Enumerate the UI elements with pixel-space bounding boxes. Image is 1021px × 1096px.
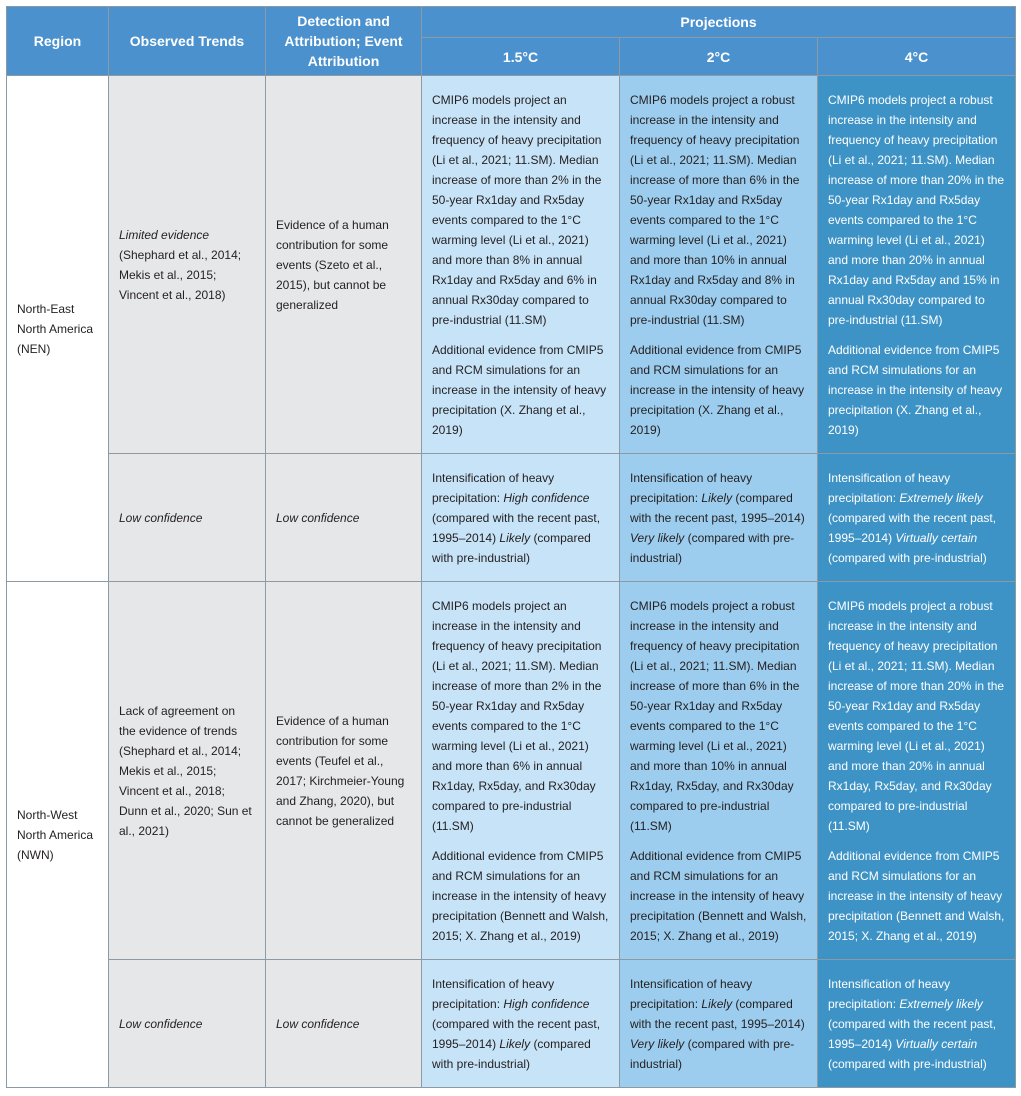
confidence-qualifier: (compared with the recent past, 1995–2014) <box>630 490 805 525</box>
header-projections: Projections <box>422 7 1016 38</box>
confidence-nen-2c <box>620 454 818 582</box>
confidence-qualifier: (compared with pre-industrial) <box>432 1036 591 1071</box>
projection-nen-2c <box>620 76 818 454</box>
confidence-term: Likely <box>701 996 733 1011</box>
region-nen: North-East North America (NEN) <box>7 76 109 582</box>
confidence-term: Virtually certain <box>895 530 978 545</box>
projection-nwn-4c <box>818 582 1016 960</box>
confidence-term: Extremely likely <box>899 490 983 505</box>
confidence-qualifier: (compared with the recent past, 1995–2014) <box>828 510 997 545</box>
projection-paragraph: CMIP6 models project a robust increase in the intensity and frequency of heavy precipitation (Li et al., 2021; 11.SM). Median increase of more than 20% in the 50-year Rx1day and Rx5day events compared to the 1°C warming level (Li et al., 2021) and more than 20% in annual Rx1day, Rx5day, and Rx30day compared to pre-industrial (11.SM) <box>828 598 1005 833</box>
header-4c: 4°C <box>818 38 1016 76</box>
header-region: Region <box>7 7 109 76</box>
detection-nen-confidence-level: Low confidence <box>266 454 422 582</box>
header-1-5c: 1.5°C <box>422 38 620 76</box>
projection-paragraph: Additional evidence from CMIP5 and RCM simulations for an increase in the intensity of heavy precipitation (Bennett and Walsh, 2015; X. Zhang et al., 2019) <box>432 848 609 943</box>
projection-paragraph: CMIP6 models project a robust increase in the intensity and frequency of heavy precipitation (Li et al., 2021; 11.SM). Median increase of more than 6% in the 50-year Rx1day and Rx5day events compared to the 1°C warming level (Li et al., 2021) and more than 10% in annual Rx1day, Rx5day, and Rx30day compared to pre-industrial (11.SM) <box>630 598 800 833</box>
confidence-qualifier: (compared with the recent past, 1995–2014) <box>828 1016 997 1051</box>
observed-nen-confidence-level: Low confidence <box>109 454 266 582</box>
confidence-nwn-1-5c <box>422 960 620 1088</box>
confidence-term: Likely <box>701 490 733 505</box>
projection-nwn-1-5c <box>422 582 620 960</box>
observed-nen-refs: (Shephard et al., 2014; Mekis et al., 2015; Vincent et al., 2018) <box>119 247 242 302</box>
confidence-qualifier: (compared with pre-industrial) <box>432 530 591 565</box>
confidence-term: High confidence <box>503 490 590 505</box>
header-2c: 2°C <box>620 38 818 76</box>
confidence-qualifier: (compared with pre-industrial) <box>630 1036 795 1071</box>
detection-nen: Evidence of a human contribution for some events (Szeto et al., 2015), but cannot be generalized <box>266 76 422 454</box>
projection-paragraph: CMIP6 models project a robust increase in the intensity and frequency of heavy precipitation (Li et al., 2021; 11.SM). Median increase of more than 20% in the 50-year Rx1day and Rx5day events compared to the 1°C warming level (Li et al., 2021) and more than 20% in annual Rx1day and Rx5day and 15% in annual Rx30day compared to pre-industrial (11.SM) <box>828 92 1005 327</box>
confidence-head: Intensification of heavy precipitation: <box>432 976 555 1011</box>
region-nwn: North-West North America (NWN) <box>7 582 109 1088</box>
projection-paragraph: CMIP6 models project an increase in the intensity and frequency of heavy precipitation (Li et al., 2021; 11.SM). Median increase of more than 2% in the 50-year Rx1day and Rx5day events compared to the 1°C warming level (Li et al., 2021) and more than 8% in annual Rx1day and Rx5day and 6% in annual Rx30day compared to pre-industrial (11.SM) <box>432 92 602 327</box>
confidence-term: Very likely <box>630 530 685 545</box>
table-row <box>7 582 1016 960</box>
table-row <box>7 960 1016 1088</box>
detection-nwn-confidence-level: Low confidence <box>266 960 422 1088</box>
confidence-term: Likely <box>499 530 531 545</box>
confidence-term: Extremely likely <box>899 996 983 1011</box>
confidence-head: Intensification of heavy precipitation: <box>828 976 951 1011</box>
confidence-head: Intensification of heavy precipitation: <box>630 470 753 505</box>
projection-nwn-2c <box>620 582 818 960</box>
detection-nwn: Evidence of a human contribution for some events (Teufel et al., 2017; Kirchmeier-Young and Zhang, 2020), but cannot be generalized <box>266 582 422 960</box>
confidence-nen-4c <box>818 454 1016 582</box>
header-detection-attribution: Detection and Attribution; Event Attribution <box>266 7 422 76</box>
projection-paragraph: Additional evidence from CMIP5 and RCM simulations for an increase in the intensity of heavy precipitation (X. Zhang et al., 2019) <box>432 342 607 437</box>
confidence-nwn-2c <box>620 960 818 1088</box>
observed-nwn-confidence-level: Low confidence <box>109 960 266 1088</box>
confidence-nen-1-5c <box>422 454 620 582</box>
table-row <box>7 76 1016 454</box>
projection-paragraph: Additional evidence from CMIP5 and RCM simulations for an increase in the intensity of heavy precipitation (X. Zhang et al., 2019) <box>828 342 1003 437</box>
header-observed-trends: Observed Trends <box>109 7 266 76</box>
observed-nen-confidence: Limited evidence <box>119 227 210 242</box>
confidence-head: Intensification of heavy precipitation: <box>432 470 555 505</box>
confidence-term: Very likely <box>630 1036 685 1051</box>
projection-paragraph: Additional evidence from CMIP5 and RCM simulations for an increase in the intensity of heavy precipitation (Bennett and Walsh, 2015; X. Zhang et al., 2019) <box>630 848 807 943</box>
confidence-qualifier: (compared with pre-industrial) <box>828 1056 987 1071</box>
confidence-term: Likely <box>499 1036 531 1051</box>
confidence-qualifier: (compared with the recent past, 1995–2014) <box>432 1016 601 1051</box>
observed-nen <box>109 76 266 454</box>
confidence-term: Virtually certain <box>895 1036 978 1051</box>
confidence-qualifier: (compared with the recent past, 1995–2014) <box>630 996 805 1031</box>
projection-nen-4c <box>818 76 1016 454</box>
confidence-qualifier: (compared with pre-industrial) <box>630 530 795 565</box>
confidence-head: Intensification of heavy precipitation: <box>828 470 951 505</box>
observed-nwn: Lack of agreement on the evidence of trends (Shephard et al., 2014; Mekis et al., 2015; Vincent et al., 2018; Dunn et al., 2020; Sun et al., 2021) <box>109 582 266 960</box>
table-row <box>7 454 1016 582</box>
projection-paragraph: CMIP6 models project a robust increase in the intensity and frequency of heavy precipitation (Li et al., 2021; 11.SM). Median increase of more than 6% in the 50-year Rx1day and Rx5day events compared to the 1°C warming level (Li et al., 2021) and more than 10% in annual Rx1day and Rx5day and 8% in annual Rx30day compared to pre-industrial (11.SM) <box>630 92 800 327</box>
confidence-qualifier: (compared with pre-industrial) <box>828 550 987 565</box>
confidence-head: Intensification of heavy precipitation: <box>630 976 753 1011</box>
projection-nen-1-5c <box>422 76 620 454</box>
confidence-qualifier: (compared with the recent past, 1995–2014) <box>432 510 601 545</box>
confidence-term: High confidence <box>503 996 590 1011</box>
confidence-nwn-4c <box>818 960 1016 1088</box>
projections-table <box>6 6 1016 1088</box>
projection-paragraph: Additional evidence from CMIP5 and RCM simulations for an increase in the intensity of heavy precipitation (Bennett and Walsh, 2015; X. Zhang et al., 2019) <box>828 848 1005 943</box>
projection-paragraph: Additional evidence from CMIP5 and RCM simulations for an increase in the intensity of heavy precipitation (X. Zhang et al., 2019) <box>630 342 805 437</box>
projection-paragraph: CMIP6 models project an increase in the intensity and frequency of heavy precipitation (Li et al., 2021; 11.SM). Median increase of more than 2% in the 50-year Rx1day and Rx5day events compared to the 1°C warming level (Li et al., 2021) and more than 6% in annual Rx1day, Rx5day, and Rx30day compared to pre-industrial (11.SM) <box>432 598 602 833</box>
